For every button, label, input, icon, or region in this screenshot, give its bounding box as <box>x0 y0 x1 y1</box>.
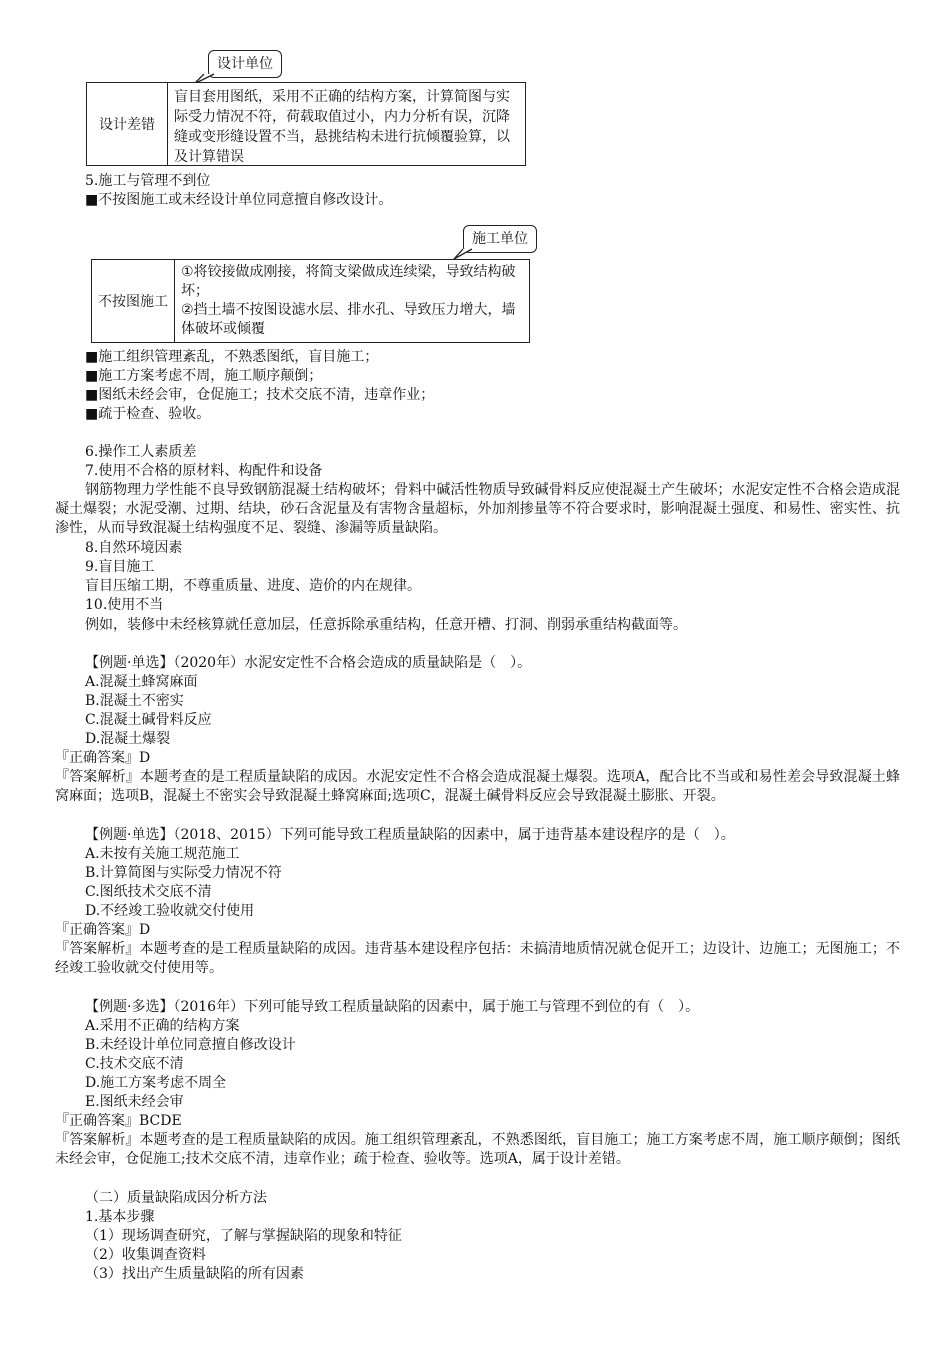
q1-option-a: A.混凝土蜂窝麻面 <box>85 674 198 690</box>
callout-construction-unit: 施工单位 <box>463 225 537 253</box>
q1-option-c: C.混凝土碱骨料反应 <box>85 712 212 728</box>
q2-option-b: B.计算简图与实际受力情况不符 <box>85 865 282 881</box>
callout-design-unit: 设计单位 <box>208 50 282 78</box>
table-body: 盲目套用图纸，采用不正确的结构方案，计算简图与实际受力情况不符，荷载取值过小，内力分析有误，沉降缝或变形缝设置不当，悬挑结构未进行抗倾覆验算，以及计算错误 <box>174 89 510 165</box>
table-line-1: ①将铰接做成刚接，将简支梁做成连续梁，导致结构破坏； <box>181 264 516 299</box>
q1-option-d: D.混凝土爆裂 <box>85 731 171 747</box>
bullet-3: ■图纸未经会审，仓促施工；技术交底不清，违章作业； <box>85 387 435 403</box>
table-head: 不按图施工 <box>92 260 175 342</box>
q3-option-e: E.图纸未经会审 <box>85 1094 184 1110</box>
table-head: 设计差错 <box>87 83 168 165</box>
item10-text: 例如，装修中未经核算就任意加层，任意拆除承重结构，任意开槽、打洞、削弱承重结构截面等。 <box>85 617 687 633</box>
step-2: （2）收集调查资料 <box>85 1247 206 1263</box>
q3-stem: 【例题·多选】（2016年）下列可能导致工程质量缺陷的因素中，属于施工与管理不到位的有（ ）。 <box>85 999 700 1015</box>
step-1: （1）现场调查研究，了解与掌握缺陷的现象和特征 <box>85 1228 402 1244</box>
q3-option-a: A.采用不正确的结构方案 <box>85 1018 240 1034</box>
bullet-4: ■疏于检查、验收。 <box>85 406 211 422</box>
q2-stem: 【例题·单选】（2018、2015）下列可能导致工程质量缺陷的因素中，属于违背基本建设程序的是（ ）。 <box>85 827 735 843</box>
bullet-2: ■施工方案考虑不周，施工顺序颠倒； <box>85 368 323 384</box>
q2-option-a: A.未按有关施工规范施工 <box>85 846 240 862</box>
item7-text: 钢筋物理力学性能不良导致钢筋混凝土结构破坏；骨料中碱活性物质导致碱骨料反应使混凝土产生破坏；水泥安定性不合格会造成混凝土爆裂；水泥受潮、过期、结块，砂石含泥量及有害物含量超标，外加剂掺量等不符合要求时，影响混凝土强度、和易性、密实性、抗渗性，从而导致混凝土结构强度不足、裂缝、渗漏等质量缺陷。 <box>55 482 900 536</box>
item6: 6.操作工人素质差 <box>85 444 197 460</box>
q3-option-c: C.技术交底不清 <box>85 1056 184 1072</box>
item8: 8.自然环境因素 <box>85 540 183 556</box>
q1-analysis: 『答案解析』本题考查的是工程质量缺陷的成因。水泥安定性不合格会造成混凝土爆裂。选项A，配合比不当或和易性差会导致混凝土蜂窝麻面；选项B，混凝土不密实会导致混凝土蜂窝麻面;选项C，混凝土碱骨料反应会导致混凝土膨胀、开裂。 <box>55 769 900 804</box>
item7: 7.使用不合格的原材料、构配件和设备 <box>85 463 323 479</box>
q2-analysis: 『答案解析』本题考查的是工程质量缺陷的成因。违背基本建设程序包括：未搞清地质情况就仓促开工；边设计、边施工；无图施工；不经竣工验收就交付使用等。 <box>55 941 900 976</box>
q2-option-c: C.图纸技术交底不清 <box>85 884 212 900</box>
bullet-1: ■施工组织管理紊乱，不熟悉图纸，盲目施工； <box>85 349 379 365</box>
table-body <box>175 260 528 342</box>
no-drawing-table <box>91 259 530 343</box>
q1-option-b: B.混凝土不密实 <box>85 693 184 709</box>
q2-answer: 『正确答案』D <box>55 922 151 938</box>
item9-text: 盲目压缩工期，不尊重质量、进度、造价的内在规律。 <box>85 578 421 594</box>
section2-sub: 1.基本步骤 <box>85 1209 155 1225</box>
q3-option-b: B.未经设计单位同意擅自修改设计 <box>85 1037 296 1053</box>
q1-answer: 『正确答案』D <box>55 750 151 766</box>
q2-option-d: D.不经竣工验收就交付使用 <box>85 903 255 919</box>
step-3: （3）找出产生质量缺陷的所有因素 <box>85 1266 304 1282</box>
table-line-2: ②挡土墙不按图设滤水层、排水孔、导致压力增大，墙体破坏或倾覆 <box>181 302 516 337</box>
item5-title: 5.施工与管理不到位 <box>85 173 211 189</box>
q3-answer: 『正确答案』BCDE <box>55 1113 182 1129</box>
section2-title: （二）质量缺陷成因分析方法 <box>85 1190 267 1206</box>
item5-bullet: ■不按图施工或未经设计单位同意擅自修改设计。 <box>85 192 393 208</box>
q1-stem: 【例题·单选】（2020年）水泥安定性不合格会造成的质量缺陷是（ ）。 <box>85 655 532 671</box>
item10: 10.使用不当 <box>85 597 164 613</box>
design-error-table <box>86 82 526 166</box>
q3-analysis: 『答案解析』本题考查的是工程质量缺陷的成因。施工组织管理紊乱，不熟悉图纸，盲目施工；施工方案考虑不周，施工顺序颠倒；图纸未经会审，仓促施工;技术交底不清，违章作业；疏于检查、验收等。选项A，属于设计差错。 <box>55 1132 900 1167</box>
item9: 9.盲目施工 <box>85 559 155 575</box>
q3-option-d: D.施工方案考虑不周全 <box>85 1075 227 1091</box>
